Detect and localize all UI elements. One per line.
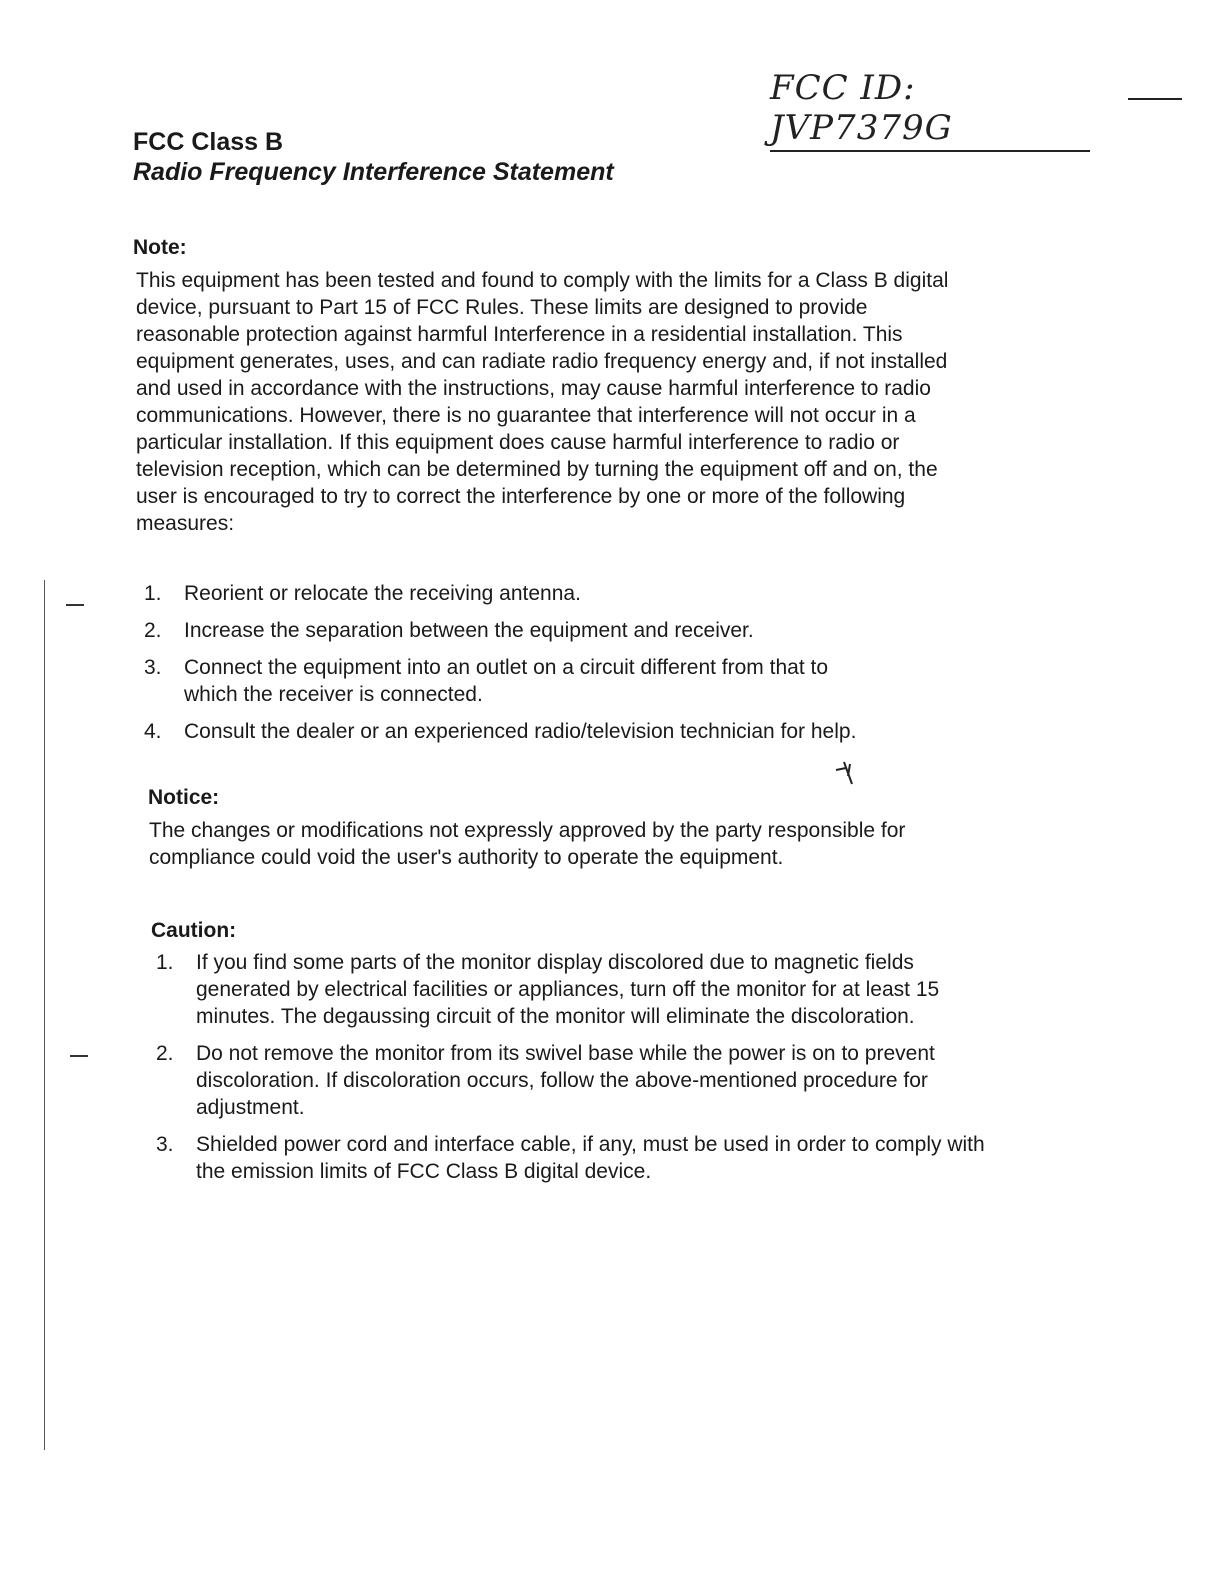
list-item-number: 4. <box>144 720 162 743</box>
list-item <box>138 617 978 644</box>
scan-margin-line <box>44 580 45 1450</box>
list-item <box>150 949 990 1030</box>
note-measures-list <box>138 580 978 755</box>
notice-body: The changes or modifications not expressly approved by the party responsible for compliance could void the user's authority to operate the equipment. <box>149 819 906 869</box>
list-item-text: Reorient or relocate the receiving antenna. <box>184 582 581 605</box>
note-heading: Note: <box>133 236 187 259</box>
list-item-number: 1. <box>156 951 174 974</box>
list-item <box>138 654 884 708</box>
notice-heading: Notice: <box>148 786 220 809</box>
caution-heading: Caution: <box>151 919 237 942</box>
document-subtitle: Radio Frequency Interference Statement <box>133 158 614 186</box>
list-item <box>150 1131 986 1185</box>
list-item-text: Increase the separation between the equipment and receiver. <box>184 619 754 642</box>
scan-tick-mark <box>66 604 84 606</box>
list-item <box>138 718 978 745</box>
list-item <box>150 1040 990 1121</box>
margin-dash <box>1128 98 1182 100</box>
list-item-number: 3. <box>156 1133 174 1156</box>
document-title: FCC Class B <box>133 128 284 156</box>
caution-list <box>150 949 990 1195</box>
note-body: This equipment has been tested and found to comply with the limits for a Class B digital device, pursuant to Part 15 of FCC Rules. These limits are designed to provide reasonable protection against harmful Interference in a residential installation. This equipment generates, uses, and can radiate radio frequency energy and, if not installed and used in accordance with the instructions, may cause harmful interference to radio communications. However, there is no guarantee that interference will not occur in a particular installation. If this equipment does cause harmful interference to radio or television reception, which can be determined by turning the equipment off and on, the user is encouraged to try to correct the interference by one or more of the following measures: <box>136 269 949 535</box>
list-item-text: Consult the dealer or an experienced radio/television technician for help. <box>184 720 857 743</box>
list-item <box>138 580 978 607</box>
scan-tick-mark <box>70 1055 88 1057</box>
list-item-text: Do not remove the monitor from its swivel base while the power is on to prevent discoloration. If discoloration occurs, follow the above-mentioned procedure for adjustment. <box>196 1042 935 1119</box>
list-item-text: If you find some parts of the monitor display discolored due to magnetic fields generated by electrical facilities or appliances, turn off the monitor for at least 15 minutes. The degaussing circuit of the monitor will eliminate the discoloration. <box>196 951 940 1028</box>
pen-mark-icon <box>832 758 866 788</box>
list-item-text: Connect the equipment into an outlet on a circuit different from that to which the receiver is connected. <box>184 656 828 706</box>
fcc-id-handwritten: FCC ID: JVP7379G <box>770 68 1090 152</box>
list-item-number: 2. <box>144 619 162 642</box>
list-item-text: Shielded power cord and interface cable, if any, must be used in order to comply with the emission limits of FCC Class B digital device. <box>196 1133 985 1183</box>
list-item-number: 3. <box>144 656 162 679</box>
list-item-number: 2. <box>156 1042 174 1065</box>
list-item-number: 1. <box>144 582 162 605</box>
